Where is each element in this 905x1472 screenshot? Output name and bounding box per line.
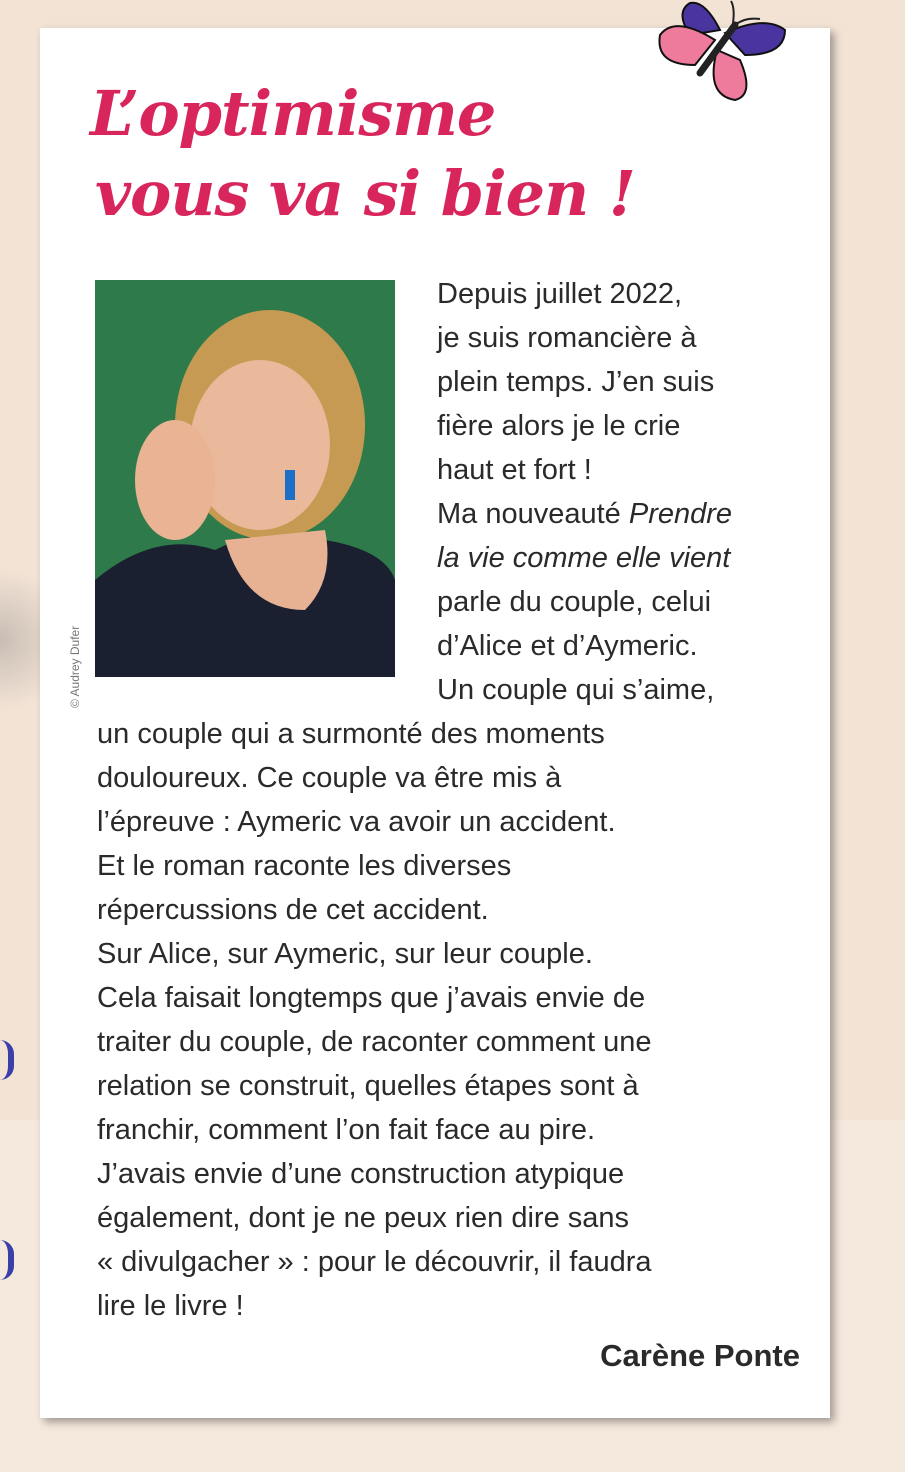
body-text: d’Alice et d’Aymeric. (437, 630, 698, 662)
article-card (40, 28, 830, 1418)
body-line: Cela faisait longtemps que j’avais envie de (97, 982, 646, 1014)
body-text: parle du couple, celui (437, 586, 712, 618)
book-title: Prendre (628, 498, 733, 530)
body-text: plein temps. J’en suis (437, 366, 715, 398)
body-text: Un couple qui s’aime, (437, 674, 715, 706)
body-line (437, 368, 714, 397)
body-line: Et le roman raconte les diverses (97, 850, 512, 882)
title-line-1: L’optimisme (90, 77, 496, 150)
body-line (437, 500, 732, 529)
body-line: « divulgacher » : pour le découvrir, il faudra (97, 1246, 652, 1278)
body-line: lire le livre ! (97, 1290, 244, 1322)
author-signature: Carène Ponte (600, 1338, 800, 1373)
body-line (437, 676, 714, 705)
butterfly-icon (645, 0, 795, 108)
body-line (437, 412, 680, 441)
body-line: Sur Alice, sur Aymeric, sur leur couple. (97, 938, 593, 970)
body-line: également, dont je ne peux rien dire sans (97, 1202, 630, 1234)
decorative-shape (0, 1040, 14, 1080)
body-line (437, 324, 697, 353)
body-line: répercussions de cet accident. (97, 894, 489, 926)
body-line (437, 632, 698, 661)
book-title: la vie comme elle vient (437, 542, 731, 574)
body-text: Ma nouveauté (437, 498, 629, 530)
body-line: l’épreuve : Aymeric va avoir un accident. (97, 806, 616, 838)
body-text: haut et fort ! (437, 454, 592, 486)
body-line: douloureux. Ce couple va être mis à (97, 762, 562, 794)
body-line (437, 588, 711, 617)
body-text: fière alors je le crie (437, 410, 681, 442)
body-line: traiter du couple, de raconter comment une (97, 1026, 652, 1058)
body-line: franchir, comment l’on fait face au pire. (97, 1114, 596, 1146)
body-line: un couple qui a surmonté des moments (97, 718, 605, 750)
body-line (437, 280, 682, 309)
body-line (437, 456, 592, 485)
body-text: je suis romancière à (437, 322, 697, 354)
body-line: relation se construit, quelles étapes sont à (97, 1070, 639, 1102)
photo-credit: © Audrey Dufer (68, 625, 82, 708)
title-line-2: vous va si bien ! (95, 157, 636, 230)
author-photo (95, 280, 395, 677)
body-text: Depuis juillet 2022, (437, 278, 683, 310)
body-line: J’avais envie d’une construction atypique (97, 1158, 625, 1190)
